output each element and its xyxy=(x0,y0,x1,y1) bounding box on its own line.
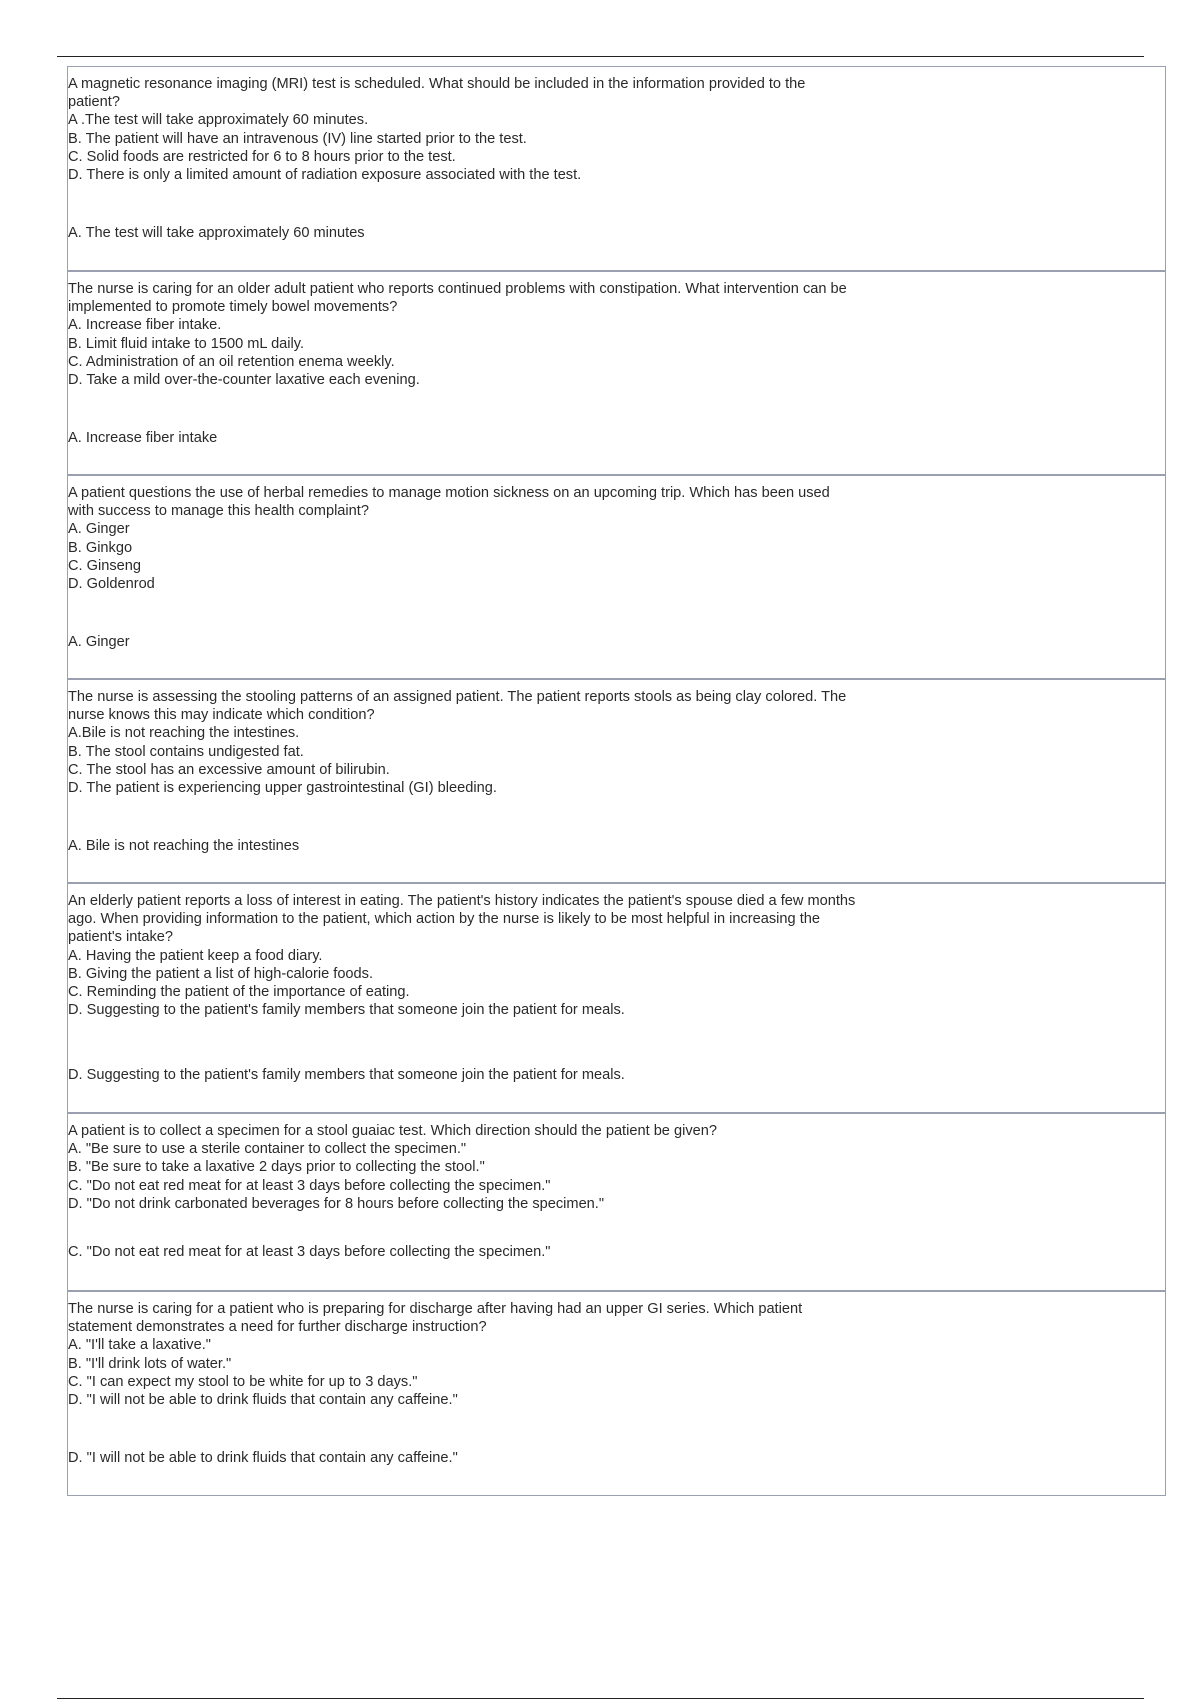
answer-text: D. Suggesting to the patient's family members that someone join the patient for meals. xyxy=(68,1067,625,1083)
option-c: C. Reminding the patient of the importance of eating. xyxy=(68,984,410,1001)
option-d: D. The patient is experiencing upper gastrointestinal (GI) bleeding. xyxy=(68,780,497,797)
question-text: statement demonstrates a need for further discharge instruction? xyxy=(68,1319,487,1336)
question-text: The nurse is caring for an older adult patient who reports continued problems with constipation. What intervention can be xyxy=(68,281,847,297)
qa-card-5 xyxy=(68,884,1165,1114)
option-a: A. Having the patient keep a food diary. xyxy=(68,947,323,964)
option-a: A. "I'll take a laxative." xyxy=(68,1337,211,1354)
question-block xyxy=(68,484,1165,593)
option-d: D. Goldenrod xyxy=(68,576,155,593)
question-block xyxy=(68,1122,1165,1213)
option-b: B. Giving the patient a list of high-calorie foods. xyxy=(68,965,374,982)
option-b: B. The stool contains undigested fat. xyxy=(68,743,304,760)
option-d: D. Take a mild over-the-counter laxative each evening. xyxy=(68,372,420,389)
question-block xyxy=(68,892,1165,1019)
option-a: A. Increase fiber intake. xyxy=(68,317,222,334)
answer-text: A. Bile is not reaching the intestines xyxy=(68,838,300,854)
question-block xyxy=(68,75,1165,184)
option-b: B. "I'll drink lots of water." xyxy=(68,1355,232,1372)
question-text: nurse knows this may indicate which condition? xyxy=(68,707,375,724)
option-a: A. "Be sure to use a sterile container to collect the specimen." xyxy=(68,1141,467,1158)
option-b: B. Ginkgo xyxy=(68,539,133,556)
option-d: D. There is only a limited amount of radiation exposure associated with the test. xyxy=(68,167,582,184)
option-b: B. "Be sure to take a laxative 2 days prior to collecting the stool." xyxy=(68,1159,485,1176)
option-b: B. Limit fluid intake to 1500 mL daily. xyxy=(68,335,305,352)
option-d: D. "Do not drink carbonated beverages for 8 hours before collecting the specimen." xyxy=(68,1195,605,1212)
qa-card-7 xyxy=(68,1292,1165,1495)
qa-table xyxy=(67,66,1166,1496)
header-rule xyxy=(57,56,1144,57)
answer-text: A. The test will take approximately 60 minutes xyxy=(68,225,365,241)
qa-card-1 xyxy=(68,67,1165,272)
qa-card-4 xyxy=(68,680,1165,884)
option-c: C. "Do not eat red meat for at least 3 days before collecting the specimen." xyxy=(68,1177,551,1194)
question-text: patient's intake? xyxy=(68,929,174,946)
qa-card-2 xyxy=(68,272,1165,476)
question-text: An elderly patient reports a loss of interest in eating. The patient's history indicates the patient's spouse died a few months xyxy=(68,893,856,909)
question-block xyxy=(68,1300,1165,1409)
footer-rule xyxy=(57,1698,1144,1699)
question-text: patient? xyxy=(68,94,120,111)
option-c: C. Ginseng xyxy=(68,557,142,574)
question-text: A patient questions the use of herbal remedies to manage motion sickness on an upcoming trip. Which has been used xyxy=(68,485,830,501)
answer-text: C. "Do not eat red meat for at least 3 days before collecting the specimen." xyxy=(68,1244,551,1260)
question-text: The nurse is assessing the stooling patterns of an assigned patient. The patient reports stools as being clay colored. The xyxy=(68,689,847,705)
option-d: D. Suggesting to the patient's family members that someone join the patient for meals. xyxy=(68,1002,625,1019)
question-text: A patient is to collect a specimen for a stool guaiac test. Which direction should the patient be given? xyxy=(68,1123,717,1139)
question-block xyxy=(68,280,1165,389)
answer-text: A. Increase fiber intake xyxy=(68,430,218,446)
option-c: C. The stool has an excessive amount of bilirubin. xyxy=(68,761,390,778)
answer-text: A. Ginger xyxy=(68,634,130,650)
option-a: A .The test will take approximately 60 minutes. xyxy=(68,112,369,129)
option-a: A. Ginger xyxy=(68,521,130,538)
option-b: B. The patient will have an intravenous (IV) line started prior to the test. xyxy=(68,130,527,147)
answer-text: D. "I will not be able to drink fluids that contain any caffeine." xyxy=(68,1450,458,1466)
option-a: A.Bile is not reaching the intestines. xyxy=(68,725,300,742)
question-block xyxy=(68,688,1165,797)
question-text: A magnetic resonance imaging (MRI) test is scheduled. What should be included in the information provided to the xyxy=(68,76,806,92)
question-text: The nurse is caring for a patient who is preparing for discharge after having had an upper GI series. Which patient xyxy=(68,1301,803,1317)
option-c: C. "I can expect my stool to be white for up to 3 days." xyxy=(68,1373,418,1390)
question-text: ago. When providing information to the patient, which action by the nurse is likely to be most helpful in increasing the xyxy=(68,911,820,928)
qa-card-3 xyxy=(68,476,1165,680)
option-c: C. Administration of an oil retention enema weekly. xyxy=(68,353,395,370)
option-d: D. "I will not be able to drink fluids that contain any caffeine." xyxy=(68,1392,458,1409)
question-text: with success to manage this health complaint? xyxy=(68,503,369,520)
qa-card-6 xyxy=(68,1114,1165,1292)
question-text: implemented to promote timely bowel movements? xyxy=(68,299,398,316)
option-c: C. Solid foods are restricted for 6 to 8 hours prior to the test. xyxy=(68,148,456,165)
